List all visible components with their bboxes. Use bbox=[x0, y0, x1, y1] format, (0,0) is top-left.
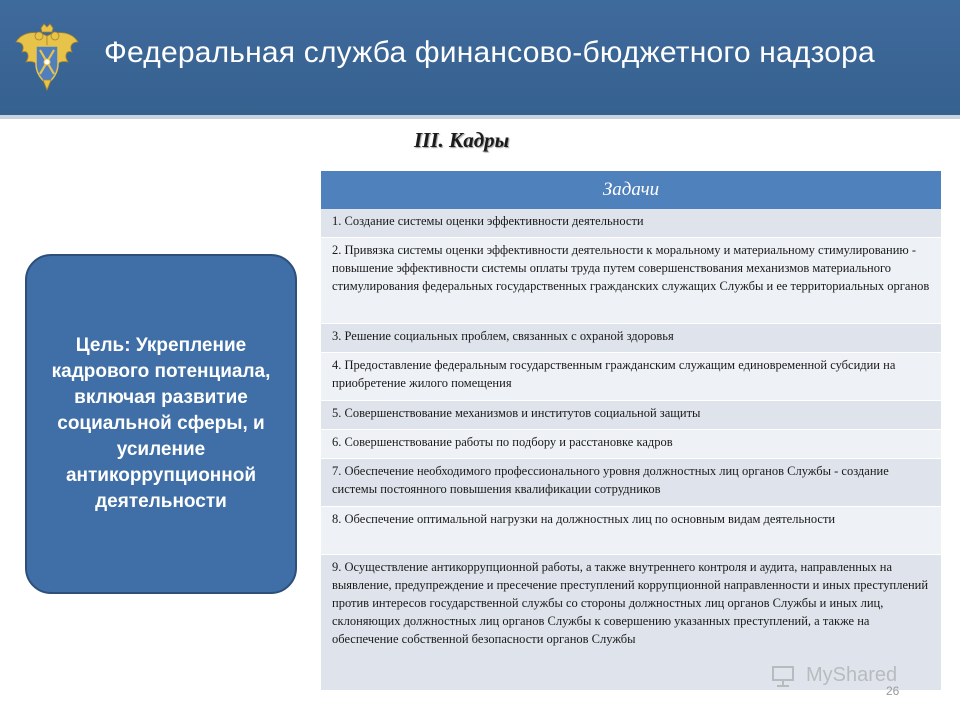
section-title: III. Кадры bbox=[414, 128, 510, 152]
task-row-5: 5. Совершенствование механизмов и институтов социальной защиты bbox=[321, 401, 941, 430]
task-row-7: 7. Обеспечение необходимого профессионального уровня должностных лиц органов Службы - создание системы постоянного повышения квалификации сотрудников bbox=[321, 459, 941, 507]
goal-text: Цель: Укрепление кадрового потенциала, включая развитие социальной сферы, и усиление антикоррупционной деятельности bbox=[51, 335, 271, 512]
watermark-text: MyShared bbox=[806, 664, 898, 686]
task-row-1: 1. Создание системы оценки эффективности деятельности bbox=[321, 209, 941, 238]
header-bar bbox=[0, 0, 960, 115]
header-title: Федеральная служба финансово-бюджетного надзора bbox=[104, 36, 875, 69]
header-divider bbox=[0, 115, 960, 119]
goal-box bbox=[25, 254, 297, 594]
tasks-header: Задачи bbox=[321, 171, 941, 209]
page-number: 26 bbox=[886, 684, 900, 698]
presentation-icon bbox=[770, 663, 796, 689]
tasks-table bbox=[321, 171, 941, 691]
task-row-3: 3. Решение социальных проблем, связанных с охраной здоровья bbox=[321, 324, 941, 353]
task-row-9: 9. Осуществление антикоррупционной работы, а также внутреннего контроля и аудита, направленных на выявление, предупреждение и пресечение преступлений коррупционной направленности и иных преступлений против интересов государственной службы со стороны должностных лиц органов Службы и иных лиц, склоняющих должностных лиц органов Службы к совершению указанных преступлений, а также на обеспечение собственной безопасности органов Службы bbox=[321, 555, 941, 691]
task-row-8: 8. Обеспечение оптимальной нагрузки на должностных лиц по основным видам деятельности bbox=[321, 507, 941, 555]
task-row-2: 2. Привязка системы оценки эффективности деятельности к моральному и материальному стимулированию - повышение эффективности системы оплаты труда путем совершенствования механизмов материального стимулирования федеральных государственных гражданских служащих Службы и ее территориальных органов bbox=[321, 238, 941, 324]
task-row-6: 6. Совершенствование работы по подбору и расстановке кадров bbox=[321, 430, 941, 459]
task-row-4: 4. Предоставление федеральным государственным гражданским служащим единовременной субсидии на приобретение жилого помещения bbox=[321, 353, 941, 401]
watermark bbox=[770, 662, 930, 688]
double-headed-eagle-emblem-icon bbox=[12, 22, 82, 92]
